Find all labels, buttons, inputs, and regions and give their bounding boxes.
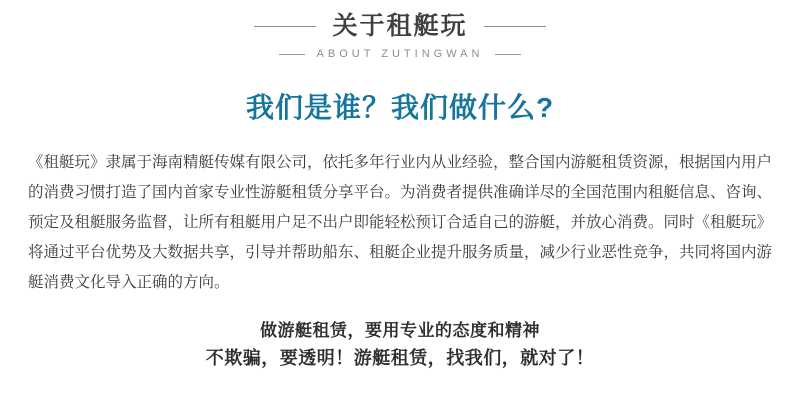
slogan-block [0, 318, 800, 372]
decorative-rule-sub-right [495, 54, 521, 55]
header-title-row [254, 14, 545, 39]
section-heading: 我们是谁？我们做什么? [245, 92, 555, 123]
decorative-rule-left [254, 26, 316, 27]
page-title: 关于租艇玩 [332, 12, 468, 40]
page-subtitle: ABOUT ZUTINGWAN [316, 48, 484, 60]
decorative-rule-right [484, 26, 546, 27]
slogan-line-2: 不欺骗，要透明！游艇租赁，找我们，就对了！ [205, 348, 595, 368]
slogan-line-1: 做游艇租赁，要用专业的态度和精神 [260, 321, 540, 340]
page-header [0, 0, 800, 60]
header-subtitle-row [279, 49, 522, 60]
decorative-rule-sub-left [279, 54, 305, 55]
about-paragraph: 《租艇玩》隶属于海南精艇传媒有限公司，依托多年行业内从业经验，整合国内游艇租赁资源，根据国内用户的消费习惯打造了国内首家专业性游艇租赁分享平台。为消费者提供准确详尽的全国范围内租艇信息、咨询、预定及租艇服务监督，让所有租艇用户足不出户即能轻松预订合适自己的游艇，并放心消费。同时《租艇玩》将通过平台优势及大数据共享，引导并帮助船东、租艇企业提升服务质量，减少行业恶性竞争，共同将国内游艇消费文化导入正确的方向。 [28, 154, 773, 291]
